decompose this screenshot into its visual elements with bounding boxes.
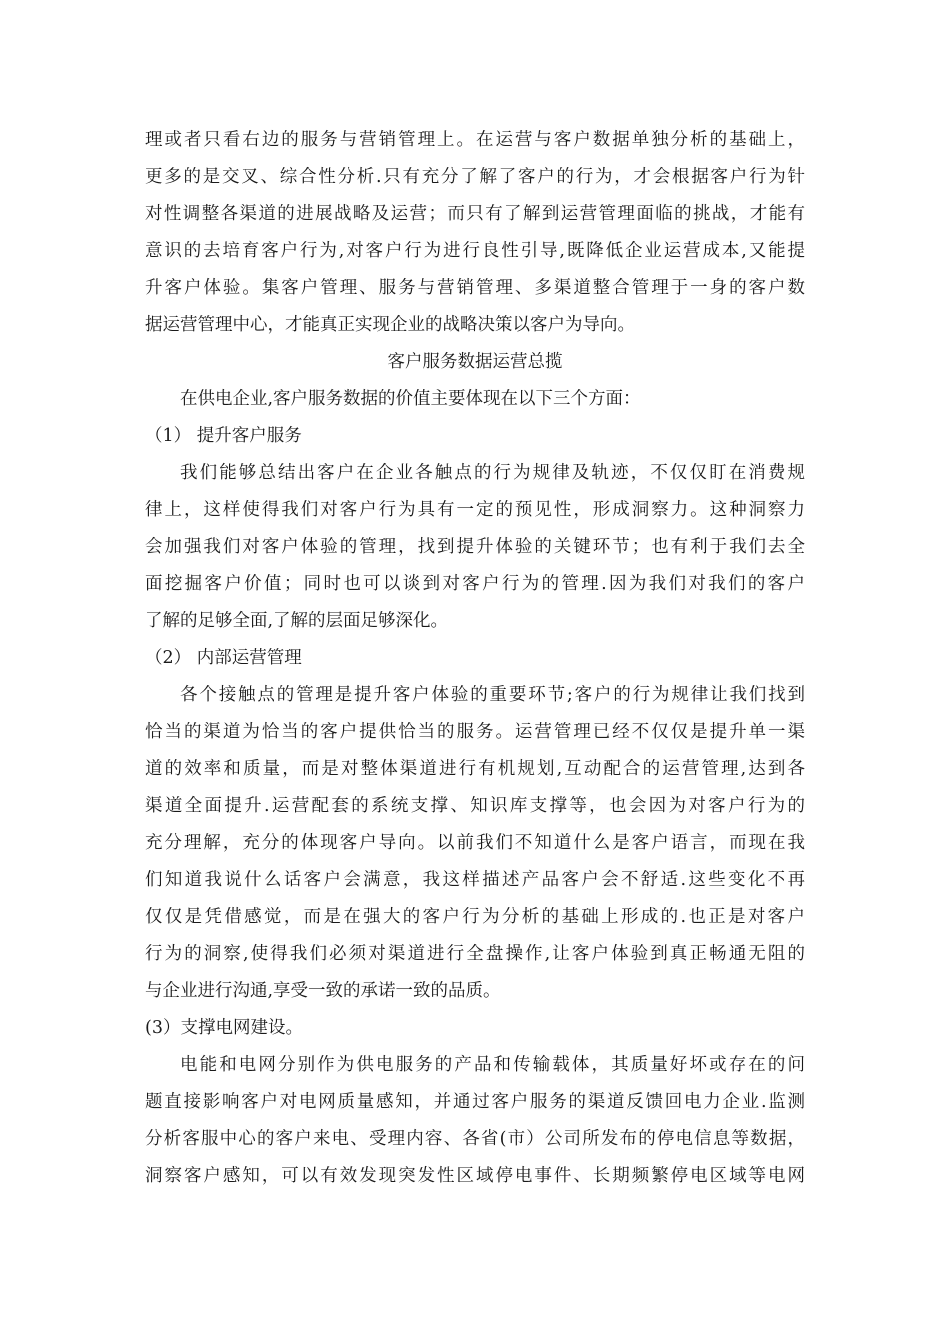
subsection-heading: （2） 内部运营管理 xyxy=(145,648,302,668)
body-text-line: 据运营管理中心，才能真正实现企业的战略决策以客户为导向。 xyxy=(145,315,635,335)
body-text-line: 渠道全面提升.运营配套的系统支撑、知识库支撑等，也会因为对客户行为的 xyxy=(145,796,805,816)
body-text-line: 电能和电网分别作为供电服务的产品和传输载体，其质量好坏或存在的问 xyxy=(180,1055,805,1075)
subsection-heading: (3）支撑电网建设。 xyxy=(145,1018,303,1038)
body-text-line: 道的效率和质量，而是对整体渠道进行有机规划,互动配合的运营管理,达到各 xyxy=(145,759,805,779)
body-text-line: 了解的足够全面,了解的层面足够深化。 xyxy=(145,611,449,631)
body-text-line: 意识的去培育客户行为,对客户行为进行良性引导,既降低企业运营成本,又能提 xyxy=(145,241,805,261)
body-text-line: 会加强我们对客户体验的管理，找到提升体验的关键环节；也有利于我们去全 xyxy=(145,537,805,557)
subsection-heading: （1） 提升客户服务 xyxy=(145,426,302,446)
body-text-line: 理或者只看右边的服务与营销管理上。在运营与客户数据单独分析的基础上， xyxy=(145,130,805,150)
body-text-line: 行为的洞察,使得我们必须对渠道进行全盘操作,让客户体验到真正畅通无阻的 xyxy=(145,944,805,964)
body-text-line: 各个接触点的管理是提升客户体验的重要环节;客户的行为规律让我们找到 xyxy=(180,685,805,705)
section-title: 客户服务数据运营总揽 xyxy=(387,352,563,372)
body-text-line: 更多的是交叉、综合性分析.只有充分了解了客户的行为，才会根据客户行为针 xyxy=(145,167,805,187)
body-text-line: 充分理解，充分的体现客户导向。以前我们不知道什么是客户语言，而现在我 xyxy=(145,833,805,853)
body-text-line: 恰当的渠道为恰当的客户提供恰当的服务。运营管理已经不仅仅是提升单一渠 xyxy=(145,722,805,742)
body-text-line: 仅仅是凭借感觉，而是在强大的客户行为分析的基础上形成的.也正是对客户 xyxy=(145,907,805,927)
body-text-line: 在供电企业,客户服务数据的价值主要体现在以下三个方面： xyxy=(180,389,641,409)
body-text-line: 与企业进行沟通,享受一致的承诺一致的品质。 xyxy=(145,981,501,1001)
body-text-line: 们知道我说什么话客户会满意，我这样描述产品客户会不舒适.这些变化不再 xyxy=(145,870,805,890)
body-text-line: 律上，这样使得我们对客户行为具有一定的预见性，形成洞察力。这种洞察力 xyxy=(145,500,805,520)
body-text-line: 题直接影响客户对电网质量感知，并通过客户服务的渠道反馈回电力企业.监测 xyxy=(145,1092,805,1112)
body-text-line: 洞察客户感知，可以有效发现突发性区域停电事件、长期频繁停电区域等电网 xyxy=(145,1166,805,1186)
body-text-line: 分析客服中心的客户来电、受理内容、各省(市）公司所发布的停电信息等数据， xyxy=(145,1129,805,1149)
body-text-line: 面挖掘客户价值；同时也可以谈到对客户行为的管理.因为我们对我们的客户 xyxy=(145,574,805,594)
body-text-line: 对性调整各渠道的进展战略及运营；而只有了解到运营管理面临的挑战，才能有 xyxy=(145,204,805,224)
body-text-line: 升客户体验。集客户管理、服务与营销管理、多渠道整合管理于一身的客户数 xyxy=(145,278,805,298)
body-text-line: 我们能够总结出客户在企业各触点的行为规律及轨迹，不仅仅盯在消费规 xyxy=(180,463,805,483)
